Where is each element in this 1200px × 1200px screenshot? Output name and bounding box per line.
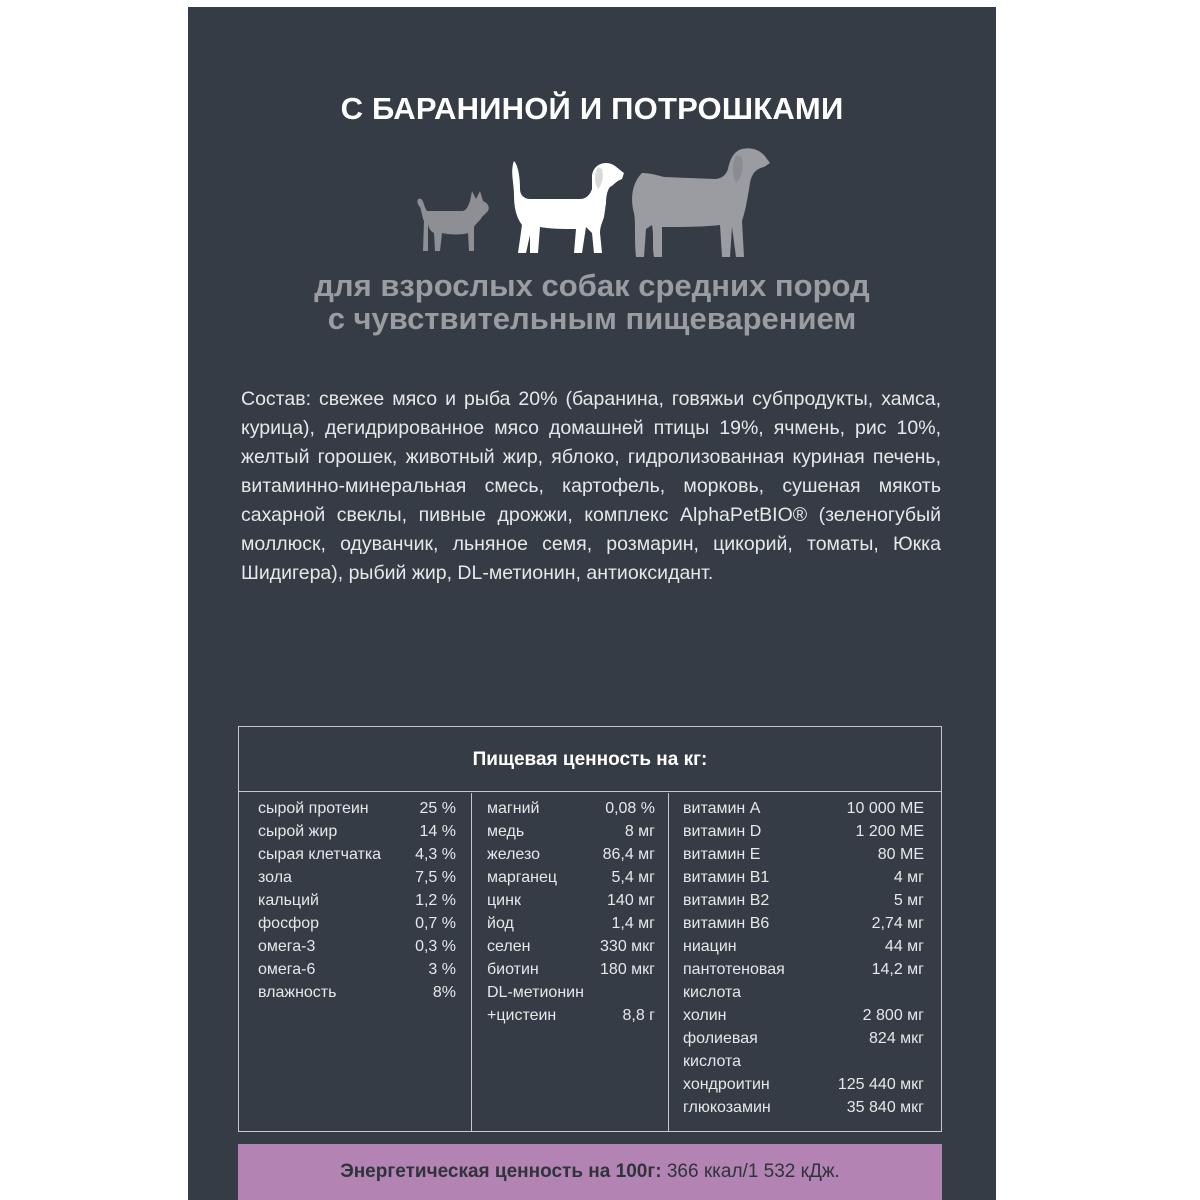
large-dog-icon	[624, 143, 774, 263]
nutrient-row	[683, 958, 924, 981]
nutrient-name: селен	[487, 938, 531, 955]
nutrient-value: 330 мкг	[600, 938, 655, 955]
nutrient-name: +цистеин	[487, 1007, 557, 1024]
subtitle-line-2: с чувствительным пищеварением	[327, 301, 857, 336]
nutrient-name: витамин В6	[683, 915, 770, 932]
nutrient-name: кислота	[683, 984, 742, 1001]
nutrient-name: ниацин	[683, 938, 737, 955]
headline: С БАРАНИНОЙ И ПОТРОШКАМИ	[340, 91, 844, 126]
small-dog-icon	[414, 187, 494, 259]
nutrient-row	[258, 912, 456, 935]
nutrient-value: 5,4 мг	[611, 869, 655, 886]
nutrient-row	[487, 797, 655, 820]
nutrient-row	[683, 866, 924, 889]
nutrient-row	[683, 1073, 924, 1096]
energy-label: Энергетическая ценность на 100г:	[340, 1161, 662, 1182]
nutrient-row	[258, 958, 456, 981]
nutrient-value: 824 мкг	[869, 1030, 924, 1047]
nutrient-value: 180 мкг	[600, 961, 655, 978]
nutrition-column-1	[258, 797, 456, 1004]
nutrient-value: 125 440 мкг	[837, 1076, 924, 1093]
nutrient-value: 2 800 мг	[862, 1007, 924, 1024]
nutrition-column-2	[487, 797, 655, 1027]
nutrient-value: 44 мг	[884, 938, 924, 955]
nutrient-row	[487, 889, 655, 912]
nutrient-row	[487, 820, 655, 843]
nutrient-value: 86,4 мг	[602, 846, 655, 863]
nutrient-row	[487, 935, 655, 958]
nutrient-name: холин	[683, 1007, 727, 1024]
energy-value-bar	[238, 1144, 942, 1200]
nutrient-value: 7,5 %	[415, 869, 456, 886]
nutrient-row	[683, 1050, 924, 1073]
nutrient-row	[487, 843, 655, 866]
nutrient-row	[258, 820, 456, 843]
column-divider	[668, 793, 669, 1131]
nutrient-name: сырой жир	[258, 823, 338, 840]
product-panel	[188, 7, 996, 1200]
nutrient-row	[258, 843, 456, 866]
nutrient-row	[487, 912, 655, 935]
nutrient-value: 80 МЕ	[877, 846, 924, 863]
nutrient-value: 3 %	[428, 961, 456, 978]
nutrient-row	[258, 889, 456, 912]
nutrient-name: медь	[487, 823, 525, 840]
nutrient-value: 1 200 МЕ	[855, 823, 924, 840]
nutrient-name: витамин В1	[683, 869, 770, 886]
dog-size-icons	[188, 157, 996, 267]
nutrient-name: витамин D	[683, 823, 762, 840]
nutrient-name: DL-метионин	[487, 984, 584, 1001]
nutrient-row	[258, 981, 456, 1004]
nutrient-name: железо	[487, 846, 541, 863]
nutrient-name: биотин	[487, 961, 539, 978]
nutrient-name: витамин А	[683, 800, 761, 817]
nutrient-value: 4 мг	[893, 869, 924, 886]
nutrient-value: 8%	[432, 984, 456, 1001]
nutrient-row	[683, 843, 924, 866]
column-divider	[471, 793, 472, 1131]
nutrient-row	[683, 935, 924, 958]
nutrient-row	[683, 1027, 924, 1050]
nutrient-value: 0,3 %	[415, 938, 456, 955]
nutrient-row	[683, 981, 924, 1004]
nutrient-row	[683, 912, 924, 935]
nutrient-name: кислота	[683, 1053, 742, 1070]
nutrition-table	[238, 726, 942, 1132]
nutrient-row	[258, 797, 456, 820]
energy-value: 366 ккал/1 532 кДж.	[666, 1161, 840, 1182]
nutrient-name: глюкозамин	[683, 1099, 771, 1116]
nutrient-row	[683, 1096, 924, 1119]
table-divider	[239, 791, 941, 792]
nutrient-name: йод	[487, 915, 514, 932]
composition-text: Состав: свежее мясо и рыба 20% (баранина, говяжьи субпродукты, хамса, курица), дегидрированное мясо домашней птицы 19%, ячмень, рис 10%, желтый горошек, животный жир, яблоко, гидролизованная куриная печень, витаминно-минеральная смесь, картофель, морковь, сушеная мякоть сахарной свеклы, пивные дрожжи, комплекс AlphaPetBIO® (зеленогубый моллюск, одуванчик, льняное семя, розмарин, цикорий, томаты, Юкка Шидигера), рыбий жир, DL-метионин, антиоксидант.	[241, 388, 941, 584]
nutrient-row	[258, 935, 456, 958]
nutrient-name: фолиевая	[683, 1030, 758, 1047]
nutrient-row	[487, 866, 655, 889]
nutrient-value: 1,2 %	[415, 892, 456, 909]
nutrient-value: 5 мг	[893, 892, 924, 909]
target-audience	[188, 269, 996, 335]
nutrient-name: кальций	[258, 892, 319, 909]
nutrient-row	[487, 958, 655, 981]
nutrient-name: витамин Е	[683, 846, 761, 863]
nutrient-name: сырой протеин	[258, 800, 369, 817]
nutrient-value: 140 мг	[607, 892, 655, 909]
nutrient-name: омега-3	[258, 938, 316, 955]
nutrient-row	[258, 866, 456, 889]
nutrient-name: цинк	[487, 892, 521, 909]
nutrient-value: 4,3 %	[415, 846, 456, 863]
nutrient-value: 25 %	[419, 800, 456, 817]
nutrient-value: 8,8 г	[622, 1007, 655, 1024]
nutrient-name: зола	[258, 869, 292, 886]
nutrition-title: Пищевая ценность на кг:	[472, 749, 708, 770]
nutrition-column-3	[683, 797, 924, 1119]
subtitle-line-1: для взрослых собак средних пород	[314, 268, 870, 303]
nutrient-value: 14 %	[419, 823, 456, 840]
nutrient-value: 14,2 мг	[871, 961, 924, 978]
nutrient-value: 8 мг	[624, 823, 655, 840]
nutrient-value: 0,08 %	[605, 800, 655, 817]
nutrient-name: влажность	[258, 984, 337, 1001]
nutrient-name: марганец	[487, 869, 558, 886]
nutrient-row	[683, 1004, 924, 1027]
nutrient-name: хондроитин	[683, 1076, 770, 1093]
nutrient-row	[683, 797, 924, 820]
nutrient-row	[683, 889, 924, 912]
nutrient-name: фосфор	[258, 915, 320, 932]
nutrient-name: магний	[487, 800, 540, 817]
nutrient-name: пантотеновая	[683, 961, 785, 978]
nutrient-name: сырая клетчатка	[258, 846, 382, 863]
nutrient-value: 0,7 %	[415, 915, 456, 932]
nutrient-value: 1,4 мг	[611, 915, 655, 932]
nutrient-row	[683, 820, 924, 843]
nutrient-row	[487, 1004, 655, 1027]
nutrient-row	[487, 981, 655, 1004]
nutrient-name: витамин В2	[683, 892, 770, 909]
nutrient-value: 35 840 мкг	[846, 1099, 924, 1116]
nutrient-name: омега-6	[258, 961, 316, 978]
medium-dog-icon	[510, 155, 628, 259]
nutrient-value: 10 000 МЕ	[846, 800, 924, 817]
nutrient-value: 2,74 мг	[871, 915, 924, 932]
